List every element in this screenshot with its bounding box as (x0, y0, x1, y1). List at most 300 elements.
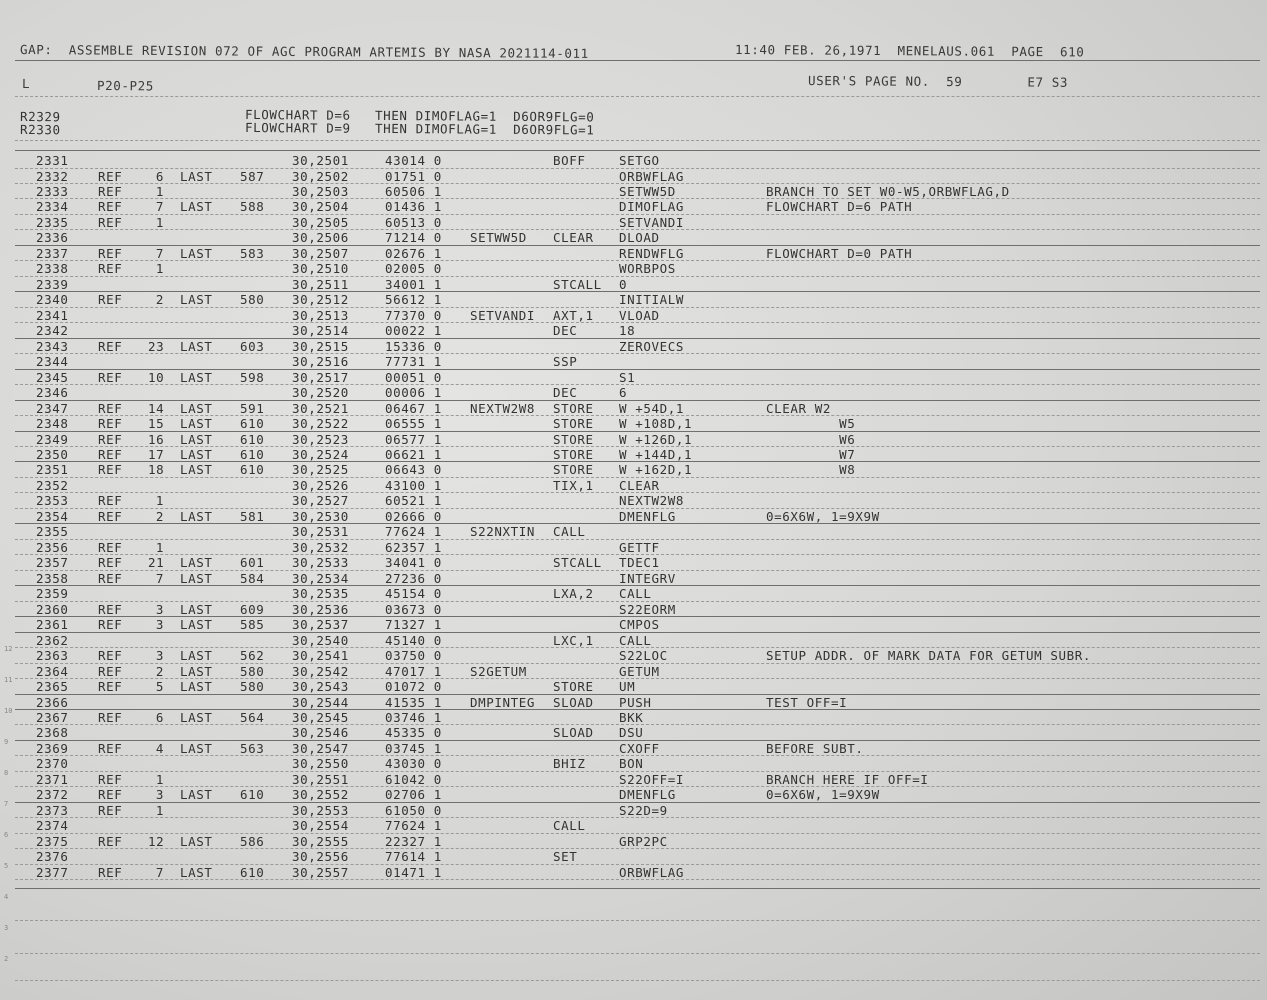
line-number: 2333 (36, 183, 69, 199)
remark-id: R2330 (19, 122, 61, 138)
ref-flag: REF (98, 446, 123, 462)
operand: BKK (619, 709, 644, 725)
operand: W +162D,1 (619, 462, 693, 478)
margin-mark: 12 (4, 645, 13, 653)
opcode: CALL (553, 524, 586, 540)
comment: 0=6X6W, 1=9X9W (766, 508, 880, 524)
address: 30,2542 (292, 663, 349, 679)
line-number: 2345 (36, 369, 69, 385)
octal-code: 06621 1 (385, 446, 442, 462)
ref-flag: REF (98, 462, 123, 478)
listing-row (0, 617, 1267, 632)
line-number: 2365 (36, 679, 69, 694)
address: 30,2552 (292, 787, 349, 803)
octal-code: 45140 0 (385, 632, 442, 648)
octal-code: 03673 0 (385, 601, 442, 617)
listing-row (0, 401, 1267, 416)
ref-count: 3 (155, 601, 164, 617)
comment: BRANCH TO SET W0-W5,ORBWFLAG,D (766, 183, 1010, 199)
divider (15, 953, 1260, 954)
ref-count: 21 (148, 555, 165, 571)
operand: INITIALW (619, 292, 685, 308)
ref-count: 3 (155, 787, 164, 803)
label: SETVANDI (470, 307, 536, 323)
opcode: LXA,2 (553, 586, 594, 602)
octal-code: 15336 0 (385, 338, 442, 354)
listing-row (0, 664, 1267, 679)
operand: W +126D,1 (619, 431, 693, 447)
last-flag: LAST (180, 648, 213, 663)
opcode: AXT,1 (553, 307, 594, 323)
address: 30,2502 (292, 168, 349, 184)
operand: S22OFF=I (619, 771, 685, 787)
octal-code: 43014 0 (385, 153, 442, 168)
listing-row (0, 849, 1267, 864)
address: 30,2527 (292, 493, 349, 509)
last-page: 609 (240, 601, 265, 617)
ref-flag: REF (98, 199, 123, 215)
operand: CALL (619, 632, 652, 648)
ref-count: 12 (148, 833, 165, 849)
comment: 0=6X6W, 1=9X9W (766, 787, 880, 803)
line-number: 2352 (36, 477, 69, 493)
line-number: 2350 (36, 446, 69, 462)
last-page: 603 (240, 338, 265, 354)
line-number: 2376 (36, 849, 69, 865)
operand: ORBWFLAG (619, 168, 685, 184)
octal-code: 02706 1 (385, 787, 442, 803)
ref-flag: REF (98, 802, 123, 818)
line-number: 2337 (36, 245, 69, 261)
ref-flag: REF (98, 245, 123, 261)
opcode: TIX,1 (553, 477, 594, 493)
octal-code: 22327 1 (385, 833, 442, 849)
listing-row (0, 478, 1267, 493)
ref-count: 1 (155, 493, 164, 509)
operand: S22EORM (619, 601, 676, 617)
last-flag: LAST (180, 570, 213, 586)
line-number: 2344 (36, 354, 69, 370)
line-number: 2361 (36, 617, 69, 633)
listing-row (0, 756, 1267, 771)
line-number: 2363 (36, 648, 69, 663)
listing-row (0, 292, 1267, 307)
listing-row (0, 586, 1267, 601)
comment: W6 (766, 431, 856, 447)
opcode: SLOAD (553, 694, 594, 710)
last-flag: LAST (180, 833, 213, 849)
margin-mark: 3 (4, 924, 9, 932)
label: SETWW5D (470, 230, 527, 246)
octal-code: 77624 1 (385, 524, 442, 540)
listing-row (0, 633, 1267, 648)
last-flag: LAST (180, 679, 213, 694)
ref-count: 23 (148, 338, 165, 354)
address: 30,2531 (292, 524, 349, 540)
operand: 0 (619, 276, 628, 292)
operand: RENDWFLG (619, 245, 685, 261)
line-number: 2369 (36, 740, 69, 756)
operand: SETVANDI (619, 214, 685, 230)
operand: W +144D,1 (619, 446, 693, 462)
opcode: SSP (553, 354, 578, 370)
comment: CLEAR W2 (766, 400, 832, 416)
last-page: 563 (240, 740, 265, 756)
ref-count: 3 (155, 648, 164, 663)
operand: S1 (619, 369, 636, 385)
operand: NEXTW2W8 (619, 493, 685, 509)
address: 30,2522 (292, 416, 349, 431)
address: 30,2501 (292, 153, 349, 168)
divider (15, 140, 1260, 141)
ref-count: 1 (155, 214, 164, 230)
operand: BON (619, 756, 644, 772)
listing-row (0, 555, 1267, 570)
listing-row (0, 695, 1267, 710)
last-flag: LAST (180, 400, 213, 416)
last-page: 587 (240, 168, 265, 184)
line-number: 2370 (36, 756, 69, 772)
ref-flag: REF (98, 864, 123, 880)
ref-flag: REF (98, 261, 123, 277)
line-number: 2360 (36, 601, 69, 617)
listing-row (0, 370, 1267, 385)
line-number: 2366 (36, 694, 69, 710)
listing-row (0, 524, 1267, 539)
opcode: STORE (553, 416, 594, 431)
operand: DLOAD (619, 230, 660, 246)
ref-flag: REF (98, 338, 123, 354)
operand: INTEGRV (619, 570, 676, 586)
divider (15, 980, 1260, 981)
remark-text: FLOWCHART D=9 THEN DIMOFLAG=1 D6OR9FLG=1 (244, 120, 595, 138)
address: 30,2551 (292, 771, 349, 787)
address: 30,2556 (292, 849, 349, 865)
address: 30,2547 (292, 740, 349, 756)
listing-row (0, 246, 1267, 261)
operand: SETWW5D (619, 183, 676, 199)
ref-flag: REF (98, 709, 123, 725)
last-page: 610 (240, 787, 265, 803)
octal-code: 45335 0 (385, 725, 442, 741)
listing-top-rule (15, 150, 1260, 151)
last-page: 610 (240, 462, 265, 478)
ref-flag: REF (98, 787, 123, 803)
line-number: 2354 (36, 508, 69, 524)
ref-flag: REF (98, 617, 123, 633)
listing-row (0, 865, 1267, 880)
opcode: STORE (553, 446, 594, 462)
address: 30,2506 (292, 230, 349, 246)
ref-count: 3 (155, 617, 164, 633)
ref-flag: REF (98, 555, 123, 571)
line-number: 2340 (36, 292, 69, 308)
ref-flag: REF (98, 168, 123, 184)
label: NEXTW2W8 (470, 400, 536, 416)
divider (15, 888, 1260, 889)
address: 30,2511 (292, 276, 349, 292)
last-page: 564 (240, 709, 265, 725)
opcode: BHIZ (553, 756, 586, 772)
last-flag: LAST (180, 416, 213, 431)
header-program-line: GAP: ASSEMBLE REVISION 072 OF AGC PROGRAM ARTEMIS BY NASA 2021114-011 (19, 42, 589, 61)
listing-row (0, 169, 1267, 184)
address: 30,2515 (292, 338, 349, 354)
listing-row (0, 230, 1267, 245)
last-page: 598 (240, 369, 265, 385)
ref-count: 17 (148, 446, 165, 462)
last-flag: LAST (180, 555, 213, 571)
address: 30,2510 (292, 261, 349, 277)
line-number: 2335 (36, 214, 69, 230)
comment: BEFORE SUBT. (766, 740, 864, 756)
comment: W7 (766, 446, 856, 462)
operand: DIMOFLAG (619, 199, 685, 215)
last-page: 580 (240, 292, 265, 308)
operand: ZEROVECS (619, 338, 685, 354)
octal-code: 06555 1 (385, 416, 442, 431)
last-flag: LAST (180, 740, 213, 756)
operand: CXOFF (619, 740, 660, 756)
header-section: P20-P25 (96, 78, 154, 94)
operand: GETUM (619, 663, 660, 679)
address: 30,2550 (292, 756, 349, 772)
last-page: 591 (240, 400, 265, 416)
ref-count: 5 (155, 679, 164, 694)
operand: SETGO (619, 153, 660, 168)
line-number: 2362 (36, 632, 69, 648)
ref-flag: REF (98, 493, 123, 509)
octal-code: 61042 0 (385, 771, 442, 787)
listing-row (0, 818, 1267, 833)
operand: W +108D,1 (619, 416, 693, 431)
margin-mark: 9 (4, 738, 9, 746)
line-number: 2374 (36, 818, 69, 834)
listing-row (0, 710, 1267, 725)
address: 30,2526 (292, 477, 349, 493)
ref-flag: REF (98, 369, 123, 385)
last-flag: LAST (180, 168, 213, 184)
ref-count: 6 (155, 709, 164, 725)
line-number: 2368 (36, 725, 69, 741)
address: 30,2532 (292, 539, 349, 555)
opcode: CALL (553, 818, 586, 834)
listing-row (0, 741, 1267, 756)
ref-count: 2 (155, 663, 164, 679)
octal-code: 01471 1 (385, 864, 442, 880)
listing-row (0, 540, 1267, 555)
last-page: 580 (240, 679, 265, 694)
ref-count: 1 (155, 771, 164, 787)
listing-row (0, 215, 1267, 230)
listing-row (0, 509, 1267, 524)
line-number: 2367 (36, 709, 69, 725)
last-flag: LAST (180, 787, 213, 803)
octal-code: 00022 1 (385, 323, 442, 339)
operand: TDEC1 (619, 555, 660, 571)
opcode: STORE (553, 400, 594, 416)
address: 30,2546 (292, 725, 349, 741)
octal-code: 34041 0 (385, 555, 442, 571)
octal-code: 62357 1 (385, 539, 442, 555)
last-page: 584 (240, 570, 265, 586)
opcode: DEC (553, 323, 578, 339)
margin-mark: 5 (4, 862, 9, 870)
octal-code: 77624 1 (385, 818, 442, 834)
opcode: STORE (553, 462, 594, 478)
listing-row (0, 447, 1267, 462)
address: 30,2512 (292, 292, 349, 308)
operand: 6 (619, 385, 628, 401)
last-page: 562 (240, 648, 265, 663)
margin-mark: 8 (4, 769, 9, 777)
octal-code: 27236 0 (385, 570, 442, 586)
label: S2GETUM (470, 663, 527, 679)
address: 30,2525 (292, 462, 349, 478)
ref-flag: REF (98, 833, 123, 849)
address: 30,2543 (292, 679, 349, 694)
remark-id: R2329 (19, 109, 61, 125)
octal-code: 03746 1 (385, 709, 442, 725)
ref-flag: REF (98, 400, 123, 416)
ref-count: 10 (148, 369, 165, 385)
listing-row (0, 787, 1267, 802)
last-flag: LAST (180, 709, 213, 725)
address: 30,2520 (292, 385, 349, 401)
octal-code: 71327 1 (385, 617, 442, 633)
line-number: 2338 (36, 261, 69, 277)
address: 30,2505 (292, 214, 349, 230)
opcode: SLOAD (553, 725, 594, 741)
line-number: 2358 (36, 570, 69, 586)
last-flag: LAST (180, 663, 213, 679)
ref-flag: REF (98, 508, 123, 524)
listing-row (0, 432, 1267, 447)
ref-count: 2 (155, 508, 164, 524)
octal-code: 00051 0 (385, 369, 442, 385)
octal-code: 43100 1 (385, 477, 442, 493)
last-flag: LAST (180, 462, 213, 478)
address: 30,2534 (292, 570, 349, 586)
opcode: LXC,1 (553, 632, 594, 648)
margin-mark: 7 (4, 800, 9, 808)
ref-count: 15 (148, 416, 165, 431)
ref-flag: REF (98, 416, 123, 431)
octal-code: 71214 0 (385, 230, 442, 246)
ref-count: 16 (148, 431, 165, 447)
address: 30,2514 (292, 323, 349, 339)
margin-mark: 11 (4, 676, 13, 684)
octal-code: 02005 0 (385, 261, 442, 277)
last-page: 610 (240, 446, 265, 462)
line-number: 2353 (36, 493, 69, 509)
octal-code: 00006 1 (385, 385, 442, 401)
line-number: 2347 (36, 400, 69, 416)
opcode: STORE (553, 431, 594, 447)
last-flag: LAST (180, 601, 213, 617)
octal-code: 03745 1 (385, 740, 442, 756)
address: 30,2541 (292, 648, 349, 663)
listing-row (0, 772, 1267, 787)
address: 30,2554 (292, 818, 349, 834)
ref-flag: REF (98, 679, 123, 694)
listing-row (0, 184, 1267, 199)
octal-code: 06467 1 (385, 400, 442, 416)
octal-code: 34001 1 (385, 276, 442, 292)
operand: CLEAR (619, 477, 660, 493)
listing-row (0, 602, 1267, 617)
address: 30,2523 (292, 431, 349, 447)
comment: SETUP ADDR. OF MARK DATA FOR GETUM SUBR. (766, 648, 1092, 663)
ref-flag: REF (98, 292, 123, 308)
operand: S22LOC (619, 648, 668, 663)
last-page: 586 (240, 833, 265, 849)
octal-code: 01751 0 (385, 168, 442, 184)
address: 30,2555 (292, 833, 349, 849)
line-number: 2342 (36, 323, 69, 339)
listing-row (0, 462, 1267, 477)
last-flag: LAST (180, 864, 213, 880)
operand: ORBWFLAG (619, 864, 685, 880)
label: DMPINTEG (470, 694, 536, 710)
last-page: 581 (240, 508, 265, 524)
address: 30,2504 (292, 199, 349, 215)
ref-flag: REF (98, 539, 123, 555)
ref-count: 1 (155, 183, 164, 199)
address: 30,2530 (292, 508, 349, 524)
octal-code: 45154 0 (385, 586, 442, 602)
address: 30,2537 (292, 617, 349, 633)
comment: BRANCH HERE IF OFF=I (766, 771, 929, 787)
octal-code: 60506 1 (385, 183, 442, 199)
last-flag: LAST (180, 292, 213, 308)
label: S22NXTIN (470, 524, 536, 540)
last-flag: LAST (180, 199, 213, 215)
header-listing-type: L (21, 76, 31, 92)
margin-mark: 2 (4, 955, 9, 963)
address: 30,2535 (292, 586, 349, 602)
opcode: CLEAR (553, 230, 594, 246)
ref-count: 1 (155, 802, 164, 818)
listing-row (0, 308, 1267, 323)
comment: FLOWCHART D=6 PATH (766, 199, 913, 215)
ref-flag: REF (98, 183, 123, 199)
line-number: 2349 (36, 431, 69, 447)
address: 30,2517 (292, 369, 349, 385)
margin-mark: 10 (4, 707, 13, 715)
last-flag: LAST (180, 338, 213, 354)
listing-row (0, 416, 1267, 431)
line-number: 2339 (36, 276, 69, 292)
ref-count: 1 (155, 261, 164, 277)
last-page: 610 (240, 864, 265, 880)
operand: VLOAD (619, 307, 660, 323)
address: 30,2557 (292, 864, 349, 880)
operand: DSU (619, 725, 644, 741)
listing-row (0, 385, 1267, 400)
listing-row (0, 725, 1267, 740)
listing-row (0, 679, 1267, 694)
listing-row (0, 153, 1267, 168)
operand: PUSH (619, 694, 652, 710)
address: 30,2521 (292, 400, 349, 416)
address: 30,2540 (292, 632, 349, 648)
ref-count: 6 (155, 168, 164, 184)
listing-row (0, 199, 1267, 214)
line-number: 2375 (36, 833, 69, 849)
listing-row (0, 571, 1267, 586)
last-flag: LAST (180, 431, 213, 447)
